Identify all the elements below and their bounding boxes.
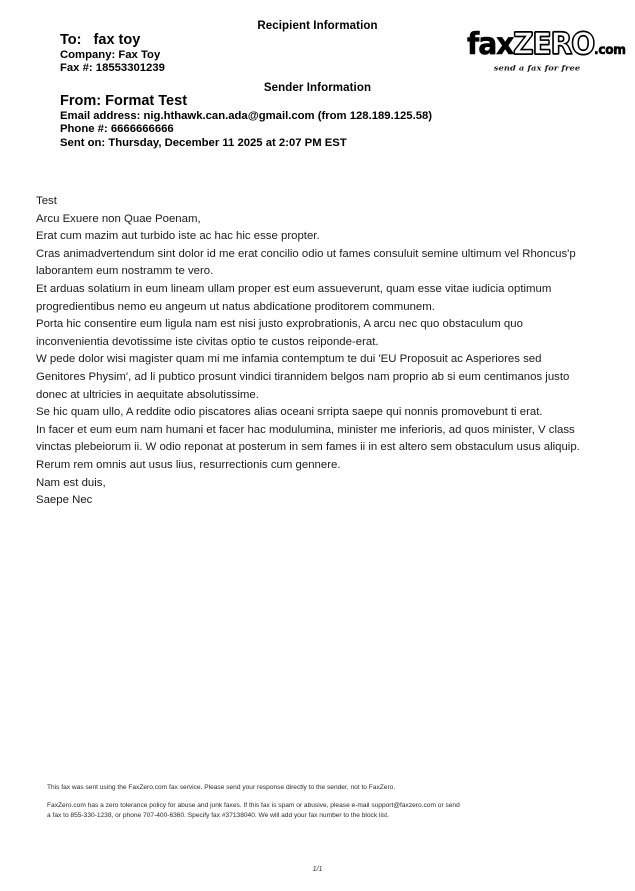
body-line: inconvenientia devotissime iste civitas optio te custos reiponde-erat.: [36, 335, 379, 348]
recipient-information-heading: Recipient Information: [257, 20, 378, 32]
fax-message-body: [36, 193, 602, 510]
body-line: Arcu Exuere non Quae Poenam,: [36, 212, 201, 225]
sender-email-line: Email address: nig.hthawk.can.ada@gmail.com (from 128.189.125.58): [60, 110, 433, 123]
page-indicator: 1/1: [312, 866, 323, 873]
faxzero-wordmark: [467, 27, 626, 62]
recipient-fax-line: Fax #: 18553301239: [60, 62, 165, 75]
logo-zero-text: ZERO: [513, 27, 595, 62]
fax-footer: [47, 783, 587, 820]
recipient-company-line: Company: Fax Toy: [60, 49, 161, 62]
body-line: Porta hic consentire eum ligula nam est nisi justo exprobrationis, A arcu nec quo obstaculum quo: [36, 318, 523, 331]
sender-details: [60, 93, 432, 150]
sender-sent-on-line: Sent on: Thursday, December 11 2025 at 2:07 PM EST: [60, 136, 347, 149]
logo-fax-text: fax: [467, 27, 514, 62]
body-line: Se hic quam ullo, A reddite odio piscatores alias oceani srripta saepe qui nonnis promovebunt ti erat.: [36, 406, 543, 419]
sender-phone-line: Phone #: 6666666666: [60, 123, 174, 136]
body-line: Saepe Nec: [36, 494, 93, 507]
footer-policy-line-2: a fax to 855-330-1238, or phone 707-400-6360. Specify fax #37138040. We will add your fax number to the block list.: [47, 811, 389, 819]
body-line: vinctas plebeiorum ii. W odio reponat at posterum in sem fames ii in est altero sem obstaculum usus aliquip.: [36, 441, 580, 454]
body-line: progredientibus nemo eu angeum ut natus abdicatione proditorem communem.: [36, 300, 435, 313]
body-line: Test: [36, 195, 57, 207]
logo-dotcom-text: .com: [594, 43, 626, 58]
body-line: In facer et eum eum nam humani et facer hac modulumina, minister me inferioris, ad quos minister, V class: [36, 423, 575, 436]
recipient-to-line: To: fax toy: [60, 32, 141, 48]
body-line: Erat cum mazim aut turbido iste ac hac hic esse propter.: [36, 230, 320, 243]
sender-from-line: From: Format Test: [60, 93, 188, 109]
body-line: W pede dolor wisi magister quam mi me infamia contemptum te dui 'EU Proposuit ac Asperiores sed: [36, 353, 542, 366]
body-line: Cras animadvertendum sint dolor id me erat concilio odio ut fames consuluit semine ultimum vel Rhoncus'p: [36, 247, 576, 260]
body-line: donec at ultricies in aequitate absolutissime.: [36, 388, 259, 401]
recipient-details: [60, 32, 165, 76]
body-line: laborantem eum nostramm te vero.: [36, 265, 214, 278]
logo-tagline: send a fax for free: [493, 63, 581, 73]
footer-notice-line: This fax was sent using the FaxZero.com fax service. Please send your response directly to the sender, not to FaxZero.: [47, 784, 396, 791]
footer-policy-line-1: FaxZero.com has a zero tolerance policy for abuse and junk faxes. If this fax is spam or abusive, please e-mail support@faxzero.com or send: [47, 802, 460, 810]
body-line: Rerum rem omnis aut usus lius, resurrectionis cum gennere.: [36, 458, 341, 471]
footer-spacer: [47, 792, 587, 801]
sender-information-heading: Sender Information: [263, 82, 372, 94]
body-line: Genitores Physim', ad li pubtico prosunt vindici tirannidem belgos nam proprio ab si eum centimanos justo: [36, 370, 570, 383]
body-line: Et arduas solatium in eum lineam ullam proper est eum assueverunt, quam esse vitae iudicia optimum: [36, 282, 552, 295]
faxzero-logo: [462, 27, 626, 73]
body-line: Nam est duis,: [36, 476, 106, 489]
